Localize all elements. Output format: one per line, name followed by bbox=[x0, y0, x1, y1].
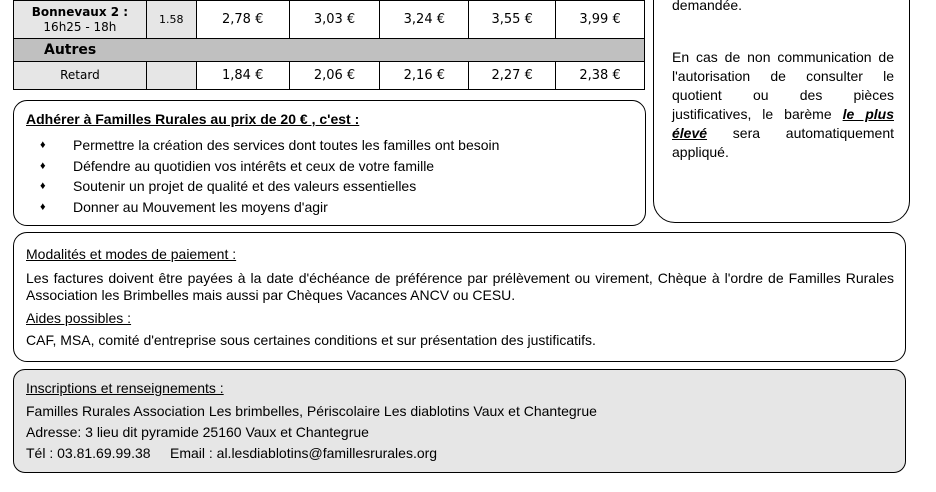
aides-heading: Aides possibles : bbox=[26, 310, 132, 326]
list-item bbox=[40, 197, 499, 218]
tarif-table bbox=[13, 0, 645, 90]
price-cell: 1,84 € bbox=[196, 62, 289, 90]
section-label: Autres bbox=[14, 39, 645, 62]
price-cell: 2,16 € bbox=[380, 62, 469, 90]
price-cell: 3,55 € bbox=[469, 1, 556, 39]
diamond-bullet-icon: ♦ bbox=[40, 139, 46, 151]
list-item-text: Permettre la création des services dont toutes les familles ont besoin bbox=[73, 137, 500, 153]
row-label-time: 16h25 - 18h bbox=[43, 19, 117, 34]
list-item-text: Soutenir un projet de qualité et des valeurs essentielles bbox=[73, 178, 417, 194]
diamond-bullet-icon: ♦ bbox=[40, 159, 46, 172]
diamond-bullet-icon: ♦ bbox=[40, 180, 46, 192]
aides-text: CAF, MSA, comité d'entreprise sous certaines conditions et sur présentation des justificatifs. bbox=[26, 332, 596, 348]
payment-text: Les factures doivent être payées à la date d'échéance de préférence par prélèvement ou virement, Chèque à l'ordre de Familles Rurales Association les Brimbelles mais aussi par Chèques Vacances ANCV ou CESU. bbox=[26, 270, 894, 303]
note-top-text: demandée. bbox=[672, 0, 743, 13]
row-label-name: Bonnevaux 2 : bbox=[31, 4, 129, 19]
list-item-text: Donner au Mouvement les moyens d'agir bbox=[73, 198, 328, 215]
table-row bbox=[14, 1, 645, 39]
note-text-after: sera automatiquement appliqué. bbox=[672, 125, 894, 160]
contact-phone-email: Tél : 03.81.69.99.38 Email : al.lesdiablotins@famillesrurales.org bbox=[26, 445, 438, 461]
contact-organisation: Familles Rurales Association Les brimbelles, Périscolaire Les diablotins Vaux et Chantegrue bbox=[26, 403, 597, 419]
contact-address: Adresse: 3 lieu dit pyramide 25160 Vaux et Chantegrue bbox=[26, 424, 369, 440]
price-cell: 3,24 € bbox=[380, 1, 469, 39]
section-row bbox=[14, 39, 645, 62]
quotient-note bbox=[672, 48, 894, 162]
row-label: Retard bbox=[14, 62, 147, 90]
table-row bbox=[14, 62, 645, 90]
adhesion-list bbox=[40, 135, 499, 217]
list-item bbox=[40, 176, 499, 197]
list-item bbox=[40, 156, 499, 177]
price-cell: 2,38 € bbox=[556, 62, 645, 90]
price-cell: 3,03 € bbox=[289, 1, 380, 39]
price-cell: 2,27 € bbox=[469, 62, 556, 90]
list-item-text: Défendre au quotidien vos intérêts et ceux de votre famille bbox=[73, 157, 435, 174]
price-cell: 2,06 € bbox=[289, 62, 380, 90]
payment-heading: Modalités et modes de paiement : bbox=[26, 246, 237, 262]
adhesion-title: Adhérer à Familles Rurales au prix de 20 € , c'est : bbox=[26, 111, 360, 127]
price-cell: 2,78 € bbox=[196, 1, 289, 39]
price-cell: 3,99 € bbox=[556, 1, 645, 39]
row-label bbox=[14, 1, 147, 39]
note-text-before: En cas de non communication de l'autorisation de consulter le quotient ou des pièces justificatives, le barème bbox=[672, 49, 894, 122]
list-item bbox=[40, 135, 499, 156]
quotient-cell bbox=[146, 62, 196, 90]
quotient-cell: 1.58 bbox=[146, 1, 196, 39]
note-emphasis: le plus élevé bbox=[672, 106, 894, 141]
contact-heading: Inscriptions et renseignements : bbox=[26, 380, 224, 396]
diamond-bullet-icon: ♦ bbox=[40, 200, 46, 213]
